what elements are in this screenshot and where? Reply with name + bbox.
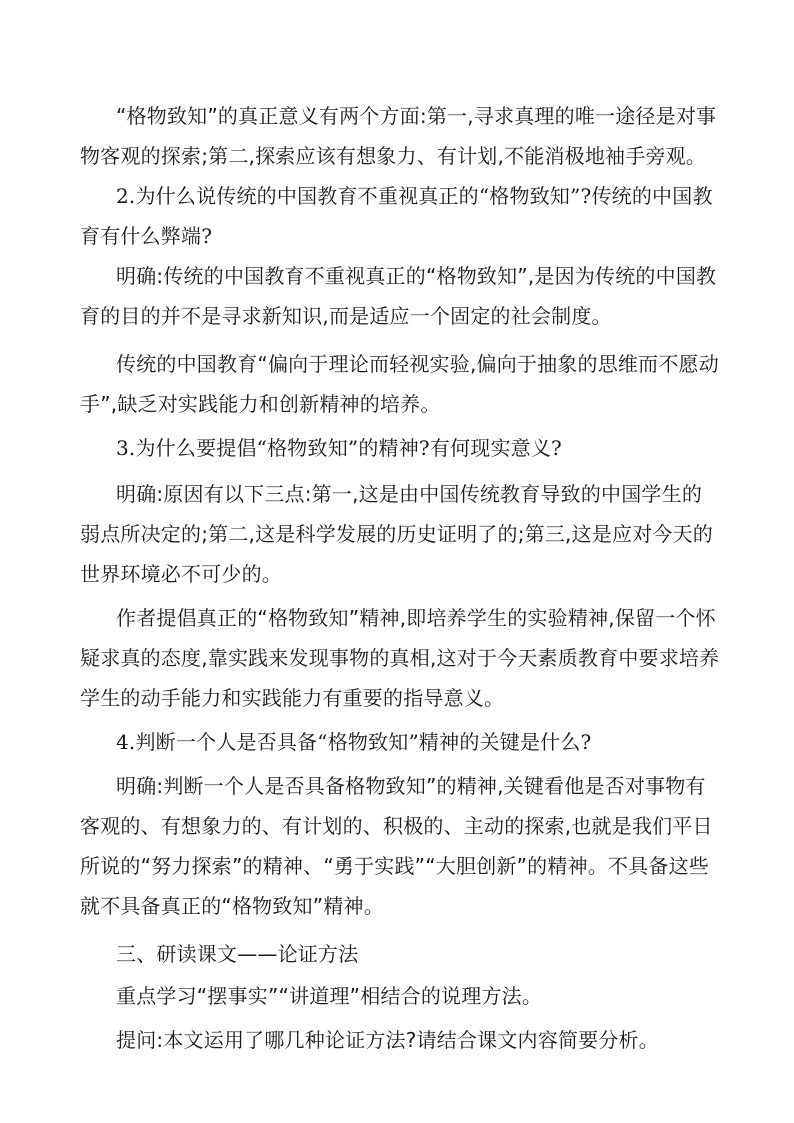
paragraph-gewu-meaning: “格物致知”的真正意义有两个方面:第一,寻求真理的唯一途径是对事物客观的探索;第二,探索应该有想象力、有计划,不能消极地袖手旁观。 <box>80 104 717 168</box>
answer-3-part-1: 明确:原因有以下三点:第一,这是由中国传统教育导致的中国学生的弱点所决定的;第二,这是科学发展的历史证明了的;第三,这是应对今天的世界环境必不可少的。 <box>80 482 713 586</box>
prompt-question: 提问:本文运用了哪几种论证方法?请结合课文内容简要分析。 <box>116 1028 659 1052</box>
answer-2-part-1: 明确:传统的中国教育不重视真正的“格物致知”,是因为传统的中国教育的目的并不是寻求新知识,而是适应一个固定的社会制度。 <box>80 264 717 328</box>
answer-4: 明确:判断一个人是否具备格物致知”的精神,关键看他是否对事物有客观的、有想象力的、有计划的、积极的、主动的探索,也就是我们平日所说的“努力探索”的精神、“勇于实践”“大胆创新”的精神。不具备这些就不具备真正的“格物致知”精神。 <box>80 774 713 918</box>
question-2: 2.为什么说传统的中国教育不重视真正的“格物致知”?传统的中国教育有什么弊端? <box>80 184 713 248</box>
section-heading-argument-methods: 三、研读课文——论证方法 <box>116 942 359 966</box>
answer-3-part-2: 作者提倡真正的“格物致知”精神,即培养学生的实验精神,保留一个怀疑求真的态度,靠实践来发现事物的真相,这对于今天素质教育中要求培养学生的动手能力和实践能力有重要的指导意义。 <box>80 606 720 710</box>
question-4: 4.判断一个人是否具备“格物致知”精神的关键是什么? <box>116 730 592 754</box>
key-point-paragraph: 重点学习“摆事实”“讲道理”相结合的说理方法。 <box>116 984 543 1008</box>
question-3: 3.为什么要提倡“格物致知”的精神?有何现实意义? <box>116 436 562 460</box>
answer-2-part-2: 传统的中国教育“偏向于理论而轻视实验,偏向于抽象的思维而不愿动手”,缺乏对实践能力和创新精神的培养。 <box>80 352 719 416</box>
